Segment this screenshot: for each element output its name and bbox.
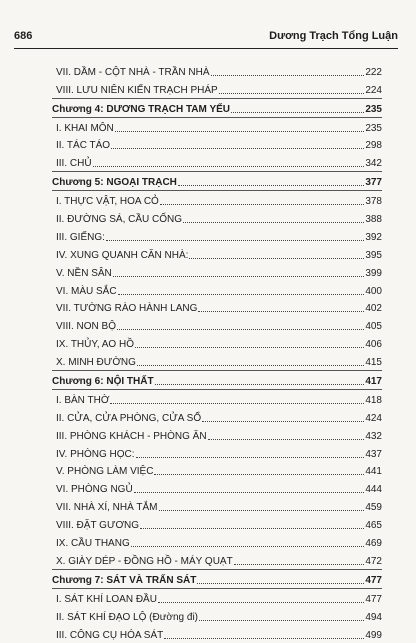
dot-leader	[160, 195, 364, 205]
toc-entry-row[interactable]	[52, 515, 382, 533]
dot-leader	[115, 122, 365, 132]
dot-leader	[117, 320, 364, 330]
page-ref: 424	[365, 412, 382, 424]
dot-leader	[189, 249, 364, 259]
entry-title: III. CÔNG CỤ HÓA SÁT	[56, 629, 164, 641]
page-ref: 377	[365, 177, 382, 189]
table-of-contents	[52, 62, 382, 643]
page-ref: 441	[365, 466, 382, 478]
page-ref: 437	[365, 448, 382, 460]
toc-chapter-row[interactable]	[52, 570, 382, 588]
dot-leader	[208, 430, 365, 440]
entry-title: II. SÁT KHÍ ĐẠO LỘ (Đường đi)	[56, 611, 198, 623]
page-ref: 405	[365, 321, 382, 333]
toc-chapter-row[interactable]	[52, 371, 382, 389]
page-ref: 224	[365, 84, 382, 96]
page-ref: 494	[365, 611, 382, 623]
toc-entry-row[interactable]	[52, 533, 382, 551]
page-ref: 388	[365, 214, 382, 226]
toc-entry-row[interactable]	[52, 426, 382, 444]
page-ref: 298	[365, 140, 382, 152]
dot-leader	[134, 483, 365, 493]
page-ref: 406	[365, 339, 382, 351]
dot-leader	[140, 519, 364, 529]
toc-entry-row[interactable]	[52, 589, 382, 607]
toc-entry-row[interactable]	[52, 462, 382, 480]
dot-leader	[93, 157, 365, 167]
page-ref: 432	[365, 430, 382, 442]
page-ref: 418	[365, 394, 382, 406]
toc-entry-row[interactable]	[52, 118, 382, 136]
dot-leader	[131, 537, 365, 547]
toc-entry-row[interactable]	[52, 245, 382, 263]
page-ref: 222	[365, 66, 382, 78]
entry-title: I. BÀN THỜ	[56, 394, 110, 406]
dot-leader	[197, 574, 364, 584]
chapter-title: Chương 7: SÁT VÀ TRẤN SÁT	[52, 574, 197, 586]
page-ref: 235	[365, 122, 382, 134]
chapter-title: Chương 4: DƯƠNG TRẠCH TAM YẾU	[52, 103, 231, 115]
dot-leader	[198, 302, 364, 312]
dot-leader	[110, 394, 364, 404]
toc-chapter-row[interactable]	[52, 172, 382, 190]
dot-leader	[111, 139, 364, 149]
toc-entry-row[interactable]	[52, 263, 382, 281]
page-ref: 472	[365, 555, 382, 567]
dot-leader	[211, 66, 365, 76]
dot-leader	[231, 103, 364, 113]
toc-entry-row[interactable]	[52, 80, 382, 98]
entry-title: IX. THỦY, AO HỒ	[56, 339, 134, 351]
entry-title: VIII. LƯU NIÊN KIẾN TRẠCH PHÁP	[56, 84, 218, 96]
dot-leader	[164, 629, 364, 639]
dot-leader	[159, 501, 365, 511]
entry-title: II. TÁC TÁO	[56, 140, 111, 152]
entry-title: III. CHỦ	[56, 158, 92, 170]
toc-entry-row[interactable]	[52, 444, 382, 462]
entry-title: X. MINH ĐƯỜNG	[56, 357, 136, 369]
toc-entry-row[interactable]	[52, 607, 382, 625]
entry-title: VII. TƯỜNG RÀO HÀNH LANG	[56, 303, 198, 315]
entry-title: II. ĐƯỜNG SÁ, CẦU CỐNG	[56, 214, 183, 226]
toc-entry-row[interactable]	[52, 209, 382, 227]
entry-title: I. THỰC VẬT, HOA CỎ	[56, 196, 159, 208]
chapter-title: Chương 6: NỘI THẤT	[52, 376, 154, 388]
header-rule	[14, 48, 398, 49]
entry-title: III. GIẾNG:	[56, 231, 105, 243]
chapter-title: Chương 5: NGOẠI TRẠCH	[52, 177, 177, 189]
entry-title: VI. MÀU SẮC	[56, 285, 117, 297]
page-ref: 392	[365, 231, 382, 243]
toc-entry-row[interactable]	[52, 153, 382, 171]
dot-leader	[106, 231, 364, 241]
dot-leader	[137, 356, 364, 366]
page-ref: 465	[365, 520, 382, 532]
toc-entry-row[interactable]	[52, 62, 382, 80]
entry-title: VIII. NON BỘ	[56, 321, 117, 333]
toc-entry-row[interactable]	[52, 390, 382, 408]
page-ref: 400	[365, 285, 382, 297]
dot-leader	[113, 267, 365, 277]
entry-title: V. NỀN SÂN	[56, 267, 112, 279]
toc-entry-row[interactable]	[52, 479, 382, 497]
toc-entry-row[interactable]	[52, 227, 382, 245]
dot-leader	[178, 176, 364, 186]
page-ref: 477	[365, 593, 382, 605]
toc-chapter-row[interactable]	[52, 99, 382, 117]
page-ref: 402	[365, 303, 382, 315]
dot-leader	[183, 213, 364, 223]
entry-title: V. PHÒNG LÀM VIỆC	[56, 466, 154, 478]
toc-entry-row[interactable]	[52, 551, 382, 569]
dot-leader	[199, 611, 364, 621]
page-ref: 417	[365, 376, 382, 388]
dot-leader	[158, 593, 364, 603]
entry-title: IV. XUNG QUANH CĂN NHÀ:	[56, 249, 189, 261]
entry-title: IV. PHÒNG HỌC:	[56, 448, 135, 460]
toc-entry-row[interactable]	[52, 299, 382, 317]
page-ref: 342	[365, 158, 382, 170]
page-ref: 444	[365, 484, 382, 496]
dot-leader	[234, 555, 365, 565]
entry-title: VII. NHÀ XÍ, NHÀ TẮM	[56, 502, 158, 514]
toc-entry-row[interactable]	[52, 316, 382, 334]
dot-leader	[155, 375, 365, 385]
entry-title: IX. CẦU THANG	[56, 538, 130, 550]
toc-entry-row[interactable]	[52, 281, 382, 299]
entry-title: I. SÁT KHÍ LOAN ĐẦU	[56, 593, 157, 605]
dot-leader	[202, 412, 364, 422]
page-ref: 499	[365, 629, 382, 641]
page-ref: 399	[365, 267, 382, 279]
entry-title: VI. PHÒNG NGỦ	[56, 484, 133, 496]
dot-leader	[219, 84, 365, 94]
entry-title: II. CỬA, CỬA PHÒNG, CỬA SỔ	[56, 412, 202, 424]
entry-title: X. GIÀY DÉP - ĐỒNG HỒ - MÁY QUẠT	[56, 555, 233, 567]
toc-entry-row[interactable]	[52, 497, 382, 515]
page-ref: 395	[365, 249, 382, 261]
page-header	[14, 30, 398, 44]
dot-leader	[135, 338, 364, 348]
toc-entry-row[interactable]	[52, 191, 382, 209]
entry-title: I. KHAI MÔN	[56, 122, 114, 134]
dot-leader	[118, 285, 365, 295]
toc-entry-row[interactable]	[52, 352, 382, 370]
page-ref: 459	[365, 502, 382, 514]
page-number: 686	[14, 30, 33, 42]
toc-entry-row[interactable]	[52, 625, 382, 643]
page-ref: 378	[365, 196, 382, 208]
page-ref: 477	[365, 574, 382, 586]
dot-leader	[154, 465, 364, 475]
page-ref: 235	[365, 103, 382, 115]
book-title: Dương Trạch Tổng Luận	[269, 30, 398, 42]
entry-title: VIII. ĐẶT GƯƠNG	[56, 520, 140, 532]
page-ref: 415	[365, 357, 382, 369]
toc-entry-row[interactable]	[52, 408, 382, 426]
toc-entry-row[interactable]	[52, 334, 382, 352]
toc-entry-row[interactable]	[52, 136, 382, 154]
dot-leader	[136, 448, 365, 458]
page-ref: 469	[365, 538, 382, 550]
entry-title: VII. DẦM - CỘT NHÀ - TRẦN NHÀ	[56, 66, 210, 78]
entry-title: III. PHÒNG KHÁCH - PHÒNG ĂN	[56, 430, 207, 442]
